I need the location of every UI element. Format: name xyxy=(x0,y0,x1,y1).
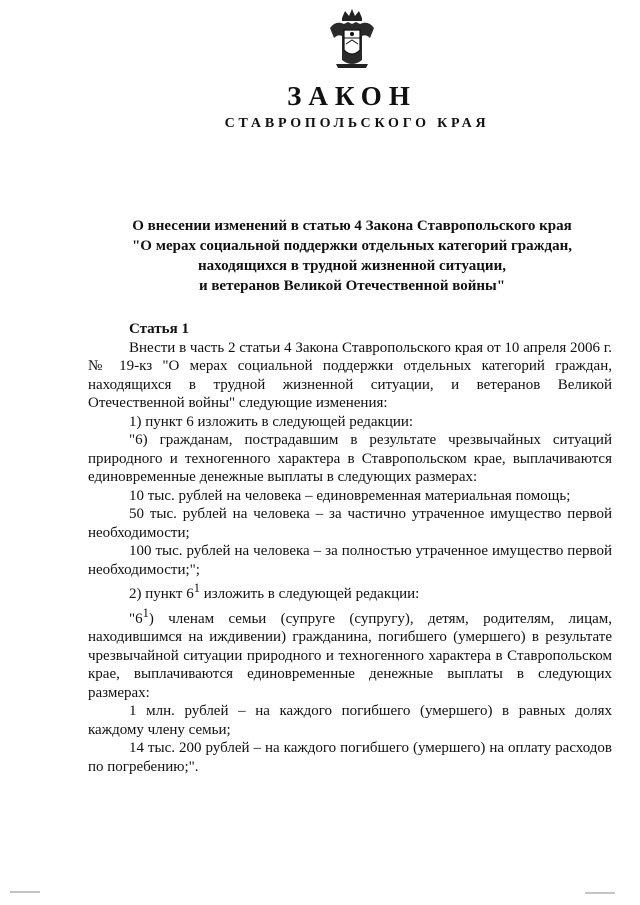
article-paragraph: "6) гражданам, пострадавшим в результате чрезвычайных ситуаций природного и техногенного характера в Ставропольском крае, выплачиваются единовременные денежные выплаты в следующих размерах: xyxy=(88,432,612,485)
point-2-text: 2) пункт 6 xyxy=(129,586,194,602)
article-paragraph: 50 тыс. рублей на человека – за частично утраченное имущество первой необходимости; xyxy=(88,506,612,541)
heading-line: и ветеранов Великой Отечественной войны" xyxy=(198,278,506,294)
article-paragraph: 1 млн. рублей – на каждого погибшего (умершего) в равных долях каждому члену семьи; xyxy=(88,703,612,738)
heading-line: О внесении изменений в статью 4 Закона Ставропольского края xyxy=(132,218,572,234)
article-title: Статья 1 xyxy=(129,321,189,337)
document-heading xyxy=(102,216,602,296)
article-paragraph: 1) пункт 6 изложить в следующей редакции: xyxy=(129,413,414,430)
article-paragraph xyxy=(88,579,612,604)
article-paragraph xyxy=(88,604,612,703)
superscript: 1 xyxy=(142,605,149,620)
superscript: 1 xyxy=(193,581,200,595)
stavropol-coat-of-arms-icon xyxy=(326,8,378,72)
point-2-text: изложить в следующей редакции: xyxy=(199,586,420,602)
heading-line: "О мерах социальной поддержки отдельных категорий граждан, xyxy=(131,238,573,254)
law-subtitle: СТАВРОПОЛЬСКОГО КРАЯ xyxy=(224,116,490,131)
article-paragraph: 100 тыс. рублей на человека – за полностью утраченное имущество первой необходимости;"; xyxy=(88,543,612,578)
article-paragraph: Внести в часть 2 статьи 4 Закона Ставропольского края от 10 апреля 2006 г. № 19-кз "О мерах социальной поддержки отдельных категорий граждан, находящихся в трудной жизненной ситуации, и ветеранов Великой Отечественной войны" следующие изменения: xyxy=(88,339,612,411)
point-6-1-text: ) членам семьи (супруге (супругу), детям, родителям, лицам, находившимся на иждивении) гражданина, погибшего (умершего) в результате чрезвычайной ситуации природного и техногенного характера в Ставропольском крае, выплачиваются единовременные денежные выплаты в следующих размерах: xyxy=(88,610,612,701)
heading-line: находящихся в трудной жизненной ситуации, xyxy=(198,258,506,274)
article-paragraph: 10 тыс. рублей на человека – единовременная материальная помощь; xyxy=(129,487,571,504)
scan-artifact-lines xyxy=(0,888,640,898)
law-title: ЗАКОН xyxy=(287,81,417,111)
point-6-1-text: "6 xyxy=(129,610,143,627)
article-paragraph: 14 тыс. 200 рублей – на каждого погибшего (умершего) на оплату расходов по погребению;". xyxy=(88,740,612,775)
article-1 xyxy=(88,320,612,776)
